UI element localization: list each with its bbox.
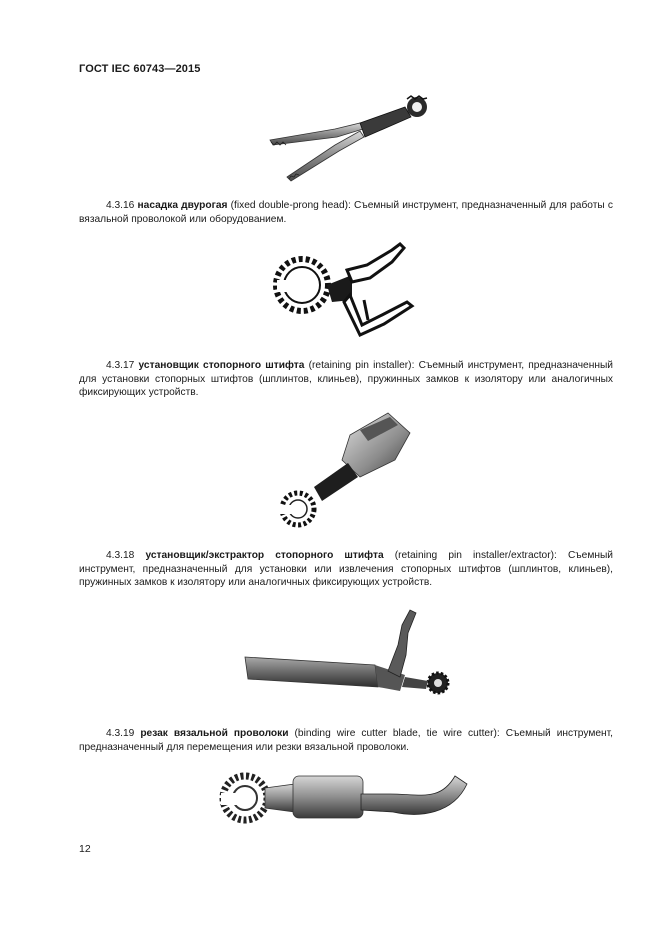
section-term: насадка двурогая	[137, 200, 228, 211]
figure-retaining-pin-installer	[272, 240, 422, 340]
figure-fixed-double-prong-head	[265, 95, 435, 185]
section-number: 4.3.16	[106, 200, 135, 211]
section-definition: : Съемный инструмент, предназначенный для перемещения или резки вязальной проволоки.	[79, 728, 613, 753]
section-term: резак вязальной проволоки	[140, 728, 289, 739]
page-number: 12	[79, 843, 91, 855]
figure-retaining-pin-installer-extractor	[270, 405, 420, 530]
section-number: 4.3.19	[106, 728, 135, 739]
section-number: 4.3.17	[106, 360, 135, 371]
definition-4-3-16	[79, 199, 613, 226]
definition-4-3-18	[79, 549, 613, 590]
section-definition: : Съемный инструмент, предназначенный для установки или извлечения стопорных штифтов (шплинтов, клиньев), пружинных замков к изолятору или аналогичных фиксирующих устройств.	[79, 550, 613, 589]
section-english: (retaining pin installer/extractor)	[394, 550, 554, 561]
document-header: ГОСТ IEC 60743—2015	[79, 63, 201, 75]
section-english: (fixed double-prong head)	[230, 200, 349, 211]
section-english: (retaining pin installer)	[308, 360, 412, 371]
section-number: 4.3.18	[106, 550, 135, 561]
figure-binding-wire-cutter	[215, 768, 475, 833]
section-english: (binding wire cutter blade, tie wire cutter)	[294, 728, 497, 739]
section-term: установщик/экстрактор стопорного штифта	[145, 550, 384, 561]
definition-4-3-17	[79, 359, 613, 400]
definition-4-3-19	[79, 727, 613, 754]
section-definition: : Съемный инструмент, предназначенный для работы с вязальной проволокой или оборудованием.	[79, 200, 613, 225]
section-definition: : Съемный инструмент, предназначенный для установки стопорных штифтов (шплинтов, клиньев), пружинных замков к изолятору или аналогичных фиксирующих устройств.	[79, 360, 613, 399]
section-term: установщик стопорного штифта	[138, 360, 305, 371]
figure-flat-blade-tool	[240, 605, 465, 705]
